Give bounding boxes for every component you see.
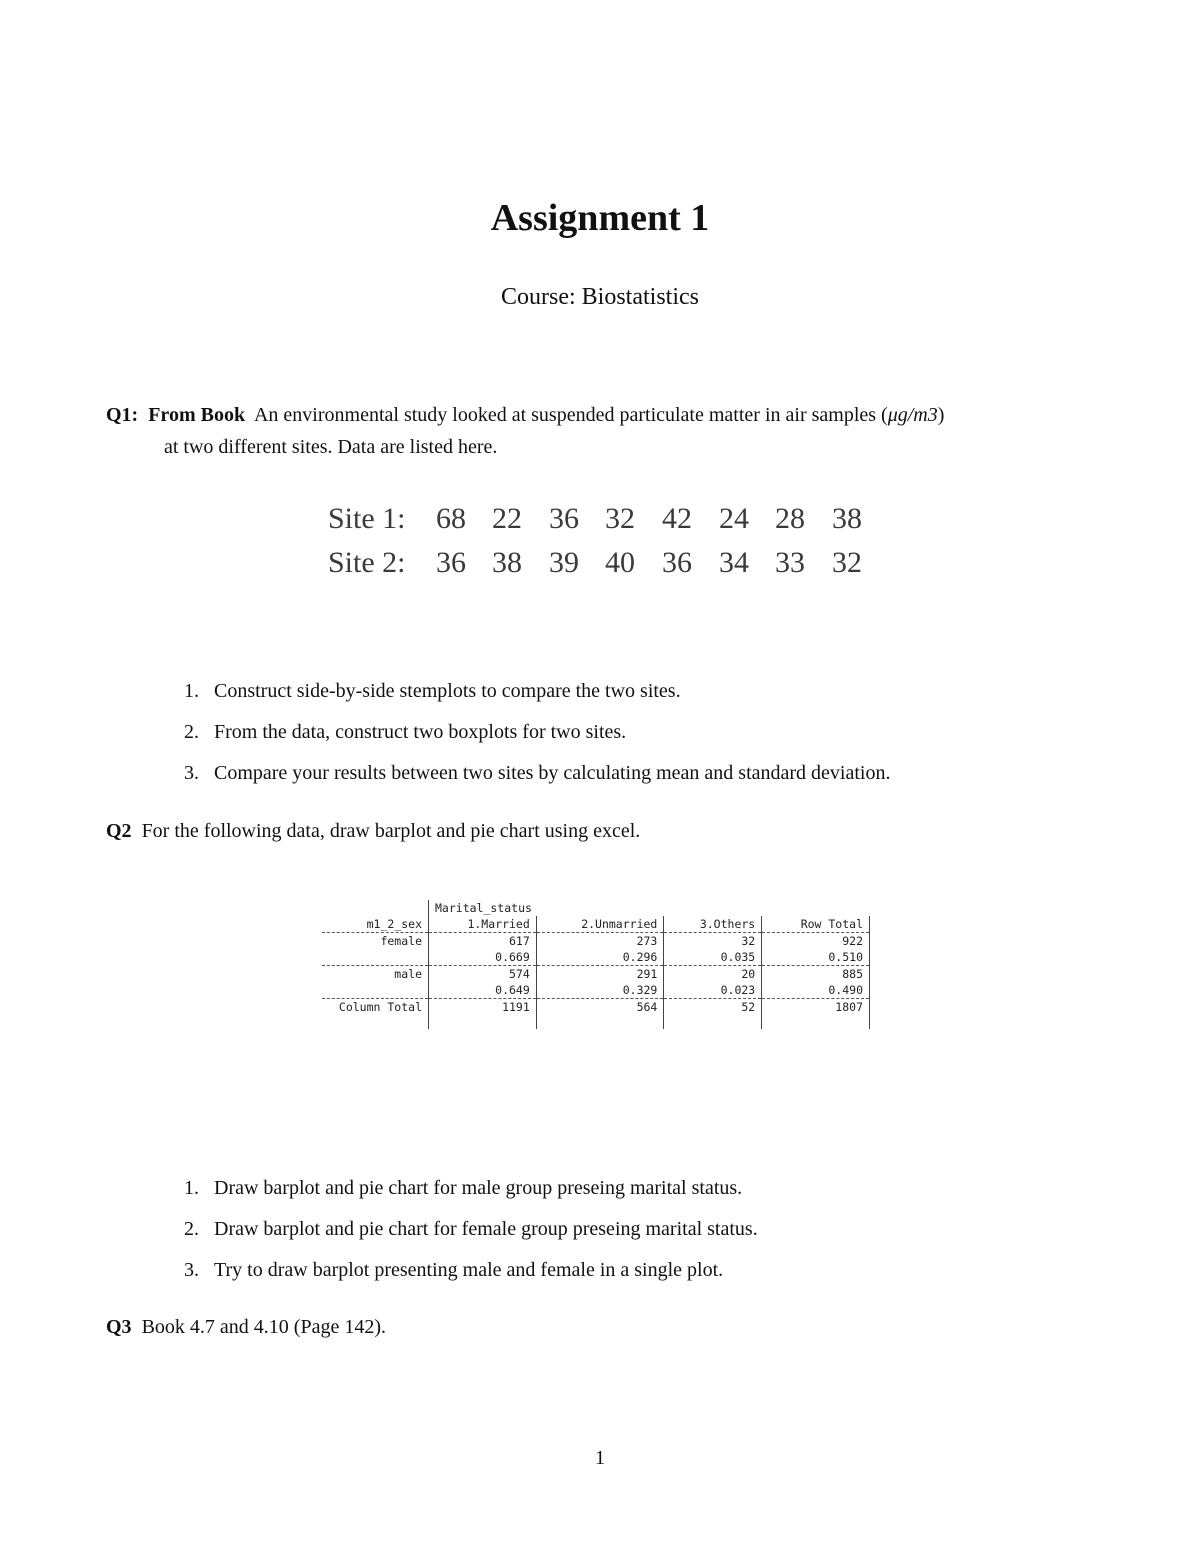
page-number: 1 [595, 1447, 605, 1469]
list-item-text: Compare your results between two sites by calculating mean and standard deviation. [214, 762, 891, 784]
table-cell: 885 [762, 966, 870, 982]
q1-label: Q1: [106, 404, 139, 426]
site-value: 32 [832, 546, 862, 579]
site-value: 28 [775, 502, 805, 535]
table-cell: 0.649 [429, 982, 537, 999]
table-cell: 291 [536, 966, 664, 982]
list-item-text: Construct side-by-side stemplots to compare the two sites. [214, 680, 681, 702]
table-cell: 0.296 [536, 949, 664, 966]
q2-line [106, 818, 640, 844]
q1-line1 [106, 402, 944, 428]
list-item-number: 2. [184, 1218, 199, 1240]
q1-unit: μg/m3 [887, 404, 938, 426]
row-label: female [322, 933, 429, 949]
site-value: 22 [492, 502, 522, 535]
course-name: Course: Biostatistics [501, 284, 699, 310]
list-item-number: 1. [184, 680, 199, 702]
site-value: 40 [605, 546, 635, 579]
q2-text: For the following data, draw barplot and pie chart using excel. [141, 820, 641, 842]
table-cell: 0.510 [762, 949, 870, 966]
column-header: 2.Unmarried [536, 916, 664, 933]
q2-label: Q2 [106, 820, 132, 842]
column-header: 3.Others [664, 916, 762, 933]
table-cell: 0.329 [536, 982, 664, 999]
q1-text: An environmental study looked at suspended particulate matter in air samples ( [253, 404, 888, 426]
table-cell: 52 [664, 999, 762, 1015]
table-cell: 564 [536, 999, 664, 1015]
q3-text: Book 4.7 and 4.10 (Page 142). [141, 1316, 386, 1338]
site-value: 34 [719, 546, 749, 579]
table-row [322, 933, 870, 949]
list-item-text: From the data, construct two boxplots for two sites. [214, 721, 627, 743]
q1-source: From Book [148, 404, 246, 426]
table-cell: 1807 [762, 999, 870, 1015]
list-item-number: 3. [184, 1259, 199, 1281]
list-item [184, 1257, 723, 1283]
site-value: 24 [719, 502, 749, 535]
site-value: 36 [436, 546, 466, 579]
list-item-number: 1. [184, 1177, 199, 1199]
table-cell: 0.490 [762, 982, 870, 999]
table-cell: 574 [429, 966, 537, 982]
list-item-number: 3. [184, 762, 199, 784]
site-value: 33 [775, 546, 805, 579]
list-item [184, 1216, 758, 1242]
column-header: 1.Married [429, 916, 537, 933]
crosstab-table [322, 900, 870, 1029]
row-label: Column Total [322, 999, 429, 1015]
table-cell: 617 [429, 933, 537, 949]
table-row [322, 900, 870, 916]
list-item [184, 760, 890, 786]
list-item-text: Draw barplot and pie chart for female group preseing marital status. [214, 1218, 758, 1240]
table-variable-name: Marital_status [435, 901, 532, 915]
table-cell: 0.035 [664, 949, 762, 966]
list-item [184, 1175, 742, 1201]
list-item-number: 2. [184, 721, 199, 743]
table-cell: 273 [536, 933, 664, 949]
list-item [184, 678, 681, 704]
site-value: 36 [662, 546, 692, 579]
table-cell: 20 [664, 966, 762, 982]
table-cell: 32 [664, 933, 762, 949]
site-label: Site 2: [328, 546, 406, 579]
q3-label: Q3 [106, 1316, 132, 1338]
table-cell: 1191 [429, 999, 537, 1015]
table-row [322, 949, 870, 966]
page-title: Assignment 1 [490, 197, 710, 239]
table-header-row [322, 916, 870, 933]
q1-text-end: ) [937, 404, 945, 426]
q3-line [106, 1314, 386, 1340]
table-row [322, 982, 870, 999]
list-item-text: Draw barplot and pie chart for male group preseing marital status. [214, 1177, 743, 1199]
table-cell: 0.023 [664, 982, 762, 999]
list-item [184, 719, 626, 745]
table-cell: 0.669 [429, 949, 537, 966]
table-row [322, 966, 870, 982]
site-value: 36 [549, 502, 579, 535]
table-row [322, 999, 870, 1015]
row-variable-name: m1_2_sex [322, 916, 429, 933]
site-value: 38 [492, 546, 522, 579]
site-value: 68 [436, 502, 466, 535]
site-label: Site 1: [328, 502, 406, 535]
site-value: 32 [605, 502, 635, 535]
list-item-text: Try to draw barplot presenting male and female in a single plot. [214, 1259, 724, 1281]
site-value: 38 [832, 502, 862, 535]
site-value: 42 [662, 502, 692, 535]
row-label: male [322, 966, 429, 982]
column-header: Row Total [762, 916, 870, 933]
table-cell: 922 [762, 933, 870, 949]
q1-line2: at two different sites. Data are listed here. [164, 436, 498, 458]
site-value: 39 [549, 546, 579, 579]
